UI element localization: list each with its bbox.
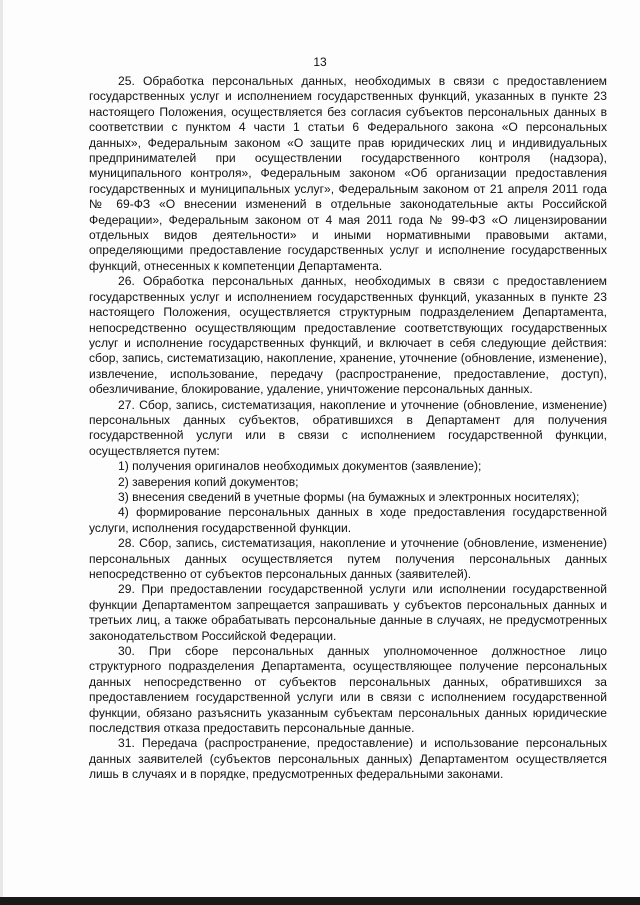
- list-item-3: 3) внесения сведений в учетные формы (на бумажных и электронных носителях);: [118, 489, 580, 504]
- paragraph-27: 27. Сбор, запись, систематизация, накопление и уточнение (обновление, изменение) персональных данных субъектов, обратившихся в Департамент для получения государственной услуги или в связи с исполнением государственной функции, осуществляется путем:: [89, 397, 607, 458]
- document-body: [89, 74, 607, 783]
- paragraph-26: 26. Обработка персональных данных, необходимых в связи с предоставлением государственных услуг и исполнением государственных функций, указанных в пункте 23 настоящего Положения, осуществляется структурным подразделением Департамента, непосредственно осуществляющим предоставление соответствующих государственных услуг и исполнение государственных функций, и включает в себя следующие действия: сбор, запись, систематизацию, накопление, хранение, уточнение (обновление, изменение), извлечение, использование, передачу (распространение, предоставление, доступ), обезличивание, блокирование, удаление, уничтожение персональных данных.: [89, 274, 607, 397]
- paragraph-25: 25. Обработка персональных данных, необходимых в связи с предоставлением государственных услуг и исполнением государственных функций, указанных в пункте 23 настоящего Положения, осуществляется без согласия субъектов персональных данных в соответствии с пунктом 4 части 1 статьи 6 Федерального закона «О персональных данных», Федеральным законом «О защите прав юридических лиц и индивидуальных предпринимателей при осуществлении государственного контроля (надзора), муниципального контроля», Федеральным законом «Об организации предоставления государственных и муниципальных услуг», Федеральным законом от 21 апреля 2011 года № 69-ФЗ «О внесении изменений в отдельные законодательные акты Российской Федерации», Федеральным законом от 4 мая 2011 года № 99-ФЗ «О лицензировании отдельных видов деятельности» и иными нормативными правовыми актами, определяющими предоставление государственных услуг и исполнение государственных функций, отнесенных к компетенции Департамента.: [89, 74, 607, 273]
- scan-left-edge: [0, 0, 3, 905]
- list-item-1: 1) получения оригиналов необходимых документов (заявление);: [118, 459, 482, 474]
- paragraph-30: 30. При сборе персональных данных уполномоченное должностное лицо структурного подразделения Департамента, осуществляющее получение персональных данных непосредственно от субъектов персональных данных, обратившихся за предоставлением государственной услуги или в связи с исполнением государственной функции, обязано разъяснить указанным субъектам персональных данных юридические последствия отказа предоставить персональные данные.: [89, 644, 607, 736]
- scan-bottom-edge: [0, 897, 640, 905]
- page-number: 13: [313, 55, 327, 69]
- paragraph-31: 31. Передача (распространение, предоставление) и использование персональных данных заявителей (субъектов персональных данных) Департаментом осуществляется лишь в случаях и в порядке, предусмотренных федеральными законами.: [89, 736, 607, 782]
- list-item-4: 4) формирование персональных данных в ходе предоставления государственной услуги, исполнения государственной функции.: [89, 505, 607, 535]
- list-item-2: 2) заверения копий документов;: [118, 474, 299, 489]
- paragraph-29: 29. При предоставлении государственной услуги или исполнении государственной функции Департаментом запрещается запрашивать у субъектов персональных данных и третьих лиц, а также обрабатывать персональные данные в случаях, не предусмотренных законодательством Российской Федерации.: [89, 582, 607, 643]
- paragraph-28: 28. Сбор, запись, систематизация, накопление и уточнение (обновление, изменение) персональных данных осуществляется путем получения персональных данных непосредственно от субъектов персональных данных (заявителей).: [89, 536, 607, 581]
